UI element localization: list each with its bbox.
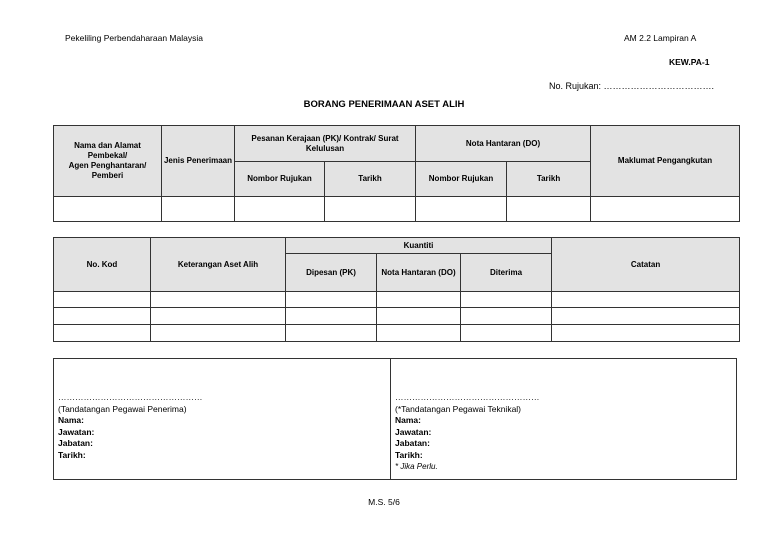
header-delivery-note: Nota Hantaran (DO) xyxy=(416,126,591,162)
page-number: M.S. 5/6 xyxy=(368,497,400,507)
input-cell[interactable] xyxy=(461,308,552,325)
input-cell[interactable] xyxy=(286,292,377,308)
if-needed-note: * Jika Perlu. xyxy=(395,462,438,471)
input-cell[interactable] xyxy=(54,292,151,308)
header-receipt-type: Jenis Penerimaan xyxy=(162,126,235,197)
name-label: Nama: xyxy=(58,415,84,425)
department-label: Jabatan: xyxy=(58,438,93,448)
input-cell[interactable] xyxy=(151,292,286,308)
technical-officer-signature[interactable] xyxy=(391,359,736,479)
signature-line: …………………………………………… xyxy=(58,392,203,402)
header-remarks: Catatan xyxy=(552,238,740,292)
header-publication: Pekeliling Perbendaharaan Malaysia xyxy=(65,33,203,43)
input-cell[interactable] xyxy=(377,292,461,308)
department-label: Jabatan: xyxy=(395,438,430,448)
table-row xyxy=(54,325,740,342)
input-cell-transport[interactable] xyxy=(591,197,740,222)
input-cell[interactable] xyxy=(461,325,552,342)
name-label: Nama: xyxy=(395,415,421,425)
input-cell-do-ref[interactable] xyxy=(416,197,507,222)
technical-officer-caption: (*Tandatangan Pegawai Teknikal) xyxy=(395,403,522,414)
date-label: Tarikh: xyxy=(58,449,86,460)
input-cell[interactable] xyxy=(377,325,461,342)
input-cell-do-date[interactable] xyxy=(507,197,591,222)
header-qty-delivery-note: Nota Hantaran (DO) xyxy=(377,254,461,292)
reference-number-field: No. Rujukan: ………………………………. xyxy=(548,81,714,91)
header-government-order: Pesanan Kerajaan (PK)/ Kontrak/ Surat Kelulusan xyxy=(235,126,416,162)
input-cell[interactable] xyxy=(461,292,552,308)
input-cell[interactable] xyxy=(552,325,740,342)
input-cell-receipt-type[interactable] xyxy=(162,197,235,222)
input-cell-order-ref[interactable] xyxy=(235,197,325,222)
form-code: KEW.PA-1 xyxy=(669,57,710,67)
input-cell[interactable] xyxy=(151,308,286,325)
header-quantity: Kuantiti xyxy=(286,238,552,254)
form-title: BORANG PENERIMAAN ASET ALIH xyxy=(303,99,465,110)
input-cell-order-date[interactable] xyxy=(325,197,416,222)
table-row xyxy=(54,292,740,308)
receiving-officer-signature[interactable] xyxy=(54,359,391,479)
header-do-ref-number: Nombor Rujukan xyxy=(416,162,507,197)
input-cell-supplier[interactable] xyxy=(54,197,162,222)
header-code: No. Kod xyxy=(54,238,151,292)
asset-table xyxy=(53,237,740,342)
header-do-date: Tarikh xyxy=(507,162,591,197)
header-appendix: AM 2.2 Lampiran A xyxy=(624,33,697,43)
position-label: Jawatan: xyxy=(58,426,95,437)
signature-line: …………………………………………… xyxy=(395,392,540,402)
header-order-date: Tarikh xyxy=(325,162,416,197)
receiving-officer-caption: (Tandatangan Pegawai Penerima) xyxy=(58,403,187,414)
date-label: Tarikh: xyxy=(395,449,423,460)
input-cell[interactable] xyxy=(552,308,740,325)
signature-section xyxy=(53,358,737,480)
header-transport-info: Maklumat Pengangkutan xyxy=(591,126,740,197)
header-qty-received: Diterima xyxy=(461,254,552,292)
header-asset-description: Keterangan Aset Alih xyxy=(151,238,286,292)
input-cell[interactable] xyxy=(286,308,377,325)
input-cell[interactable] xyxy=(286,325,377,342)
input-cell[interactable] xyxy=(54,308,151,325)
input-cell[interactable] xyxy=(552,292,740,308)
supplier-table xyxy=(53,125,740,222)
header-order-ref-number: Nombor Rujukan xyxy=(235,162,325,197)
input-cell[interactable] xyxy=(54,325,151,342)
input-cell[interactable] xyxy=(151,325,286,342)
input-cell[interactable] xyxy=(377,308,461,325)
header-supplier: Nama dan Alamat Pembekal/ Agen Penghantaran/ Pemberi xyxy=(54,126,162,197)
table-row xyxy=(54,308,740,325)
position-label: Jawatan: xyxy=(395,426,432,437)
header-qty-ordered: Dipesan (PK) xyxy=(286,254,377,292)
